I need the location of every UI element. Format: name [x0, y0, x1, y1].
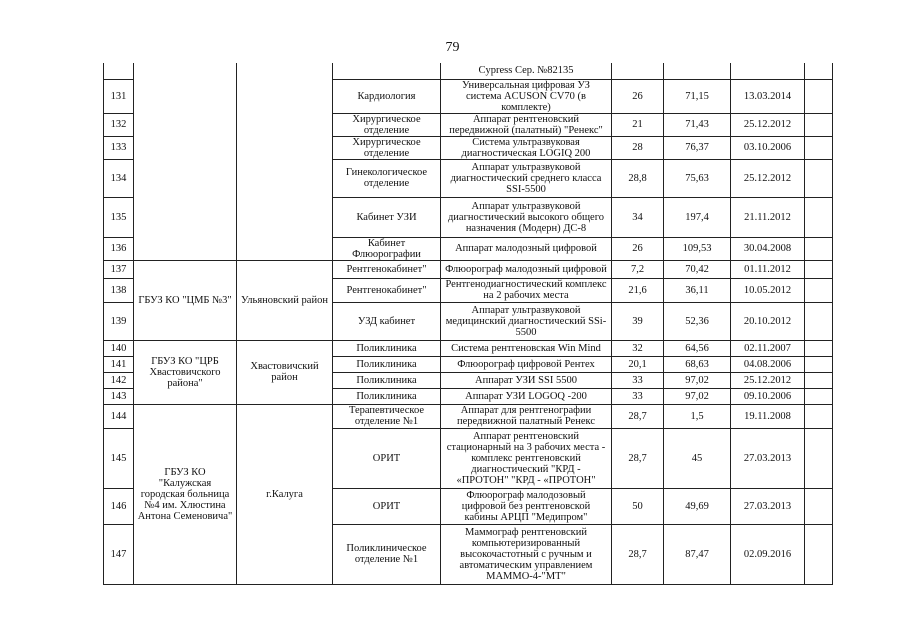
date-cell: 27.03.2013	[731, 488, 805, 524]
row-number-cell: 145	[104, 428, 134, 488]
equipment-cell: Аппарат рентгеновский стационарный на 3 рабочих места - комплекс рентгеновский диагностический "КРД - «ПРОТОН" "КРД - «ПРОТОН"	[441, 428, 612, 488]
wear-cell: 68,63	[664, 356, 731, 372]
date-cell: 27.03.2013	[731, 428, 805, 488]
equipment-cell: Cypress Сер. №82135	[441, 63, 612, 79]
row-number-cell: 131	[104, 79, 134, 113]
wear-cell: 97,02	[664, 388, 731, 404]
district-cell	[237, 63, 333, 260]
wear-cell: 36,11	[664, 278, 731, 302]
equipment-cell: Аппарат ультразвуковой диагностический высокого общего назначения (Модерн) ДС-8	[441, 197, 612, 237]
equipment-cell: Аппарат УЗИ LOGOQ -200	[441, 388, 612, 404]
date-cell: 13.03.2014	[731, 79, 805, 113]
institution-cell: ГБУЗ КО "ЦРБ Хвастовичского района"	[134, 340, 237, 404]
continued-row	[104, 63, 833, 79]
load-cell: 21,6	[612, 278, 664, 302]
date-cell: 25.12.2012	[731, 372, 805, 388]
department-cell: Кабинет Флюорографии	[333, 237, 441, 260]
equipment-cell: Маммограф рентгеновский компьютеризированный высокочастотный с ручным и автоматическим управлением МАММО-4-"МТ"	[441, 524, 612, 584]
wear-cell: 75,63	[664, 159, 731, 197]
wear-cell: 197,4	[664, 197, 731, 237]
load-cell: 34	[612, 197, 664, 237]
load-cell: 33	[612, 372, 664, 388]
wear-cell: 49,69	[664, 488, 731, 524]
department-cell: ОРИТ	[333, 488, 441, 524]
wear-cell: 97,02	[664, 372, 731, 388]
row-number-cell: 134	[104, 159, 134, 197]
wear-cell: 70,42	[664, 260, 731, 278]
table-row	[104, 260, 833, 278]
table-row	[104, 340, 833, 356]
date-cell: 19.11.2008	[731, 404, 805, 428]
row-number-cell: 136	[104, 237, 134, 260]
equipment-table	[103, 63, 833, 585]
date-cell: 25.12.2012	[731, 113, 805, 136]
wear-cell: 71,15	[664, 79, 731, 113]
row-number-cell: 144	[104, 404, 134, 428]
department-cell: ОРИТ	[333, 428, 441, 488]
wear-cell: 64,56	[664, 340, 731, 356]
department-cell: Поликлиника	[333, 356, 441, 372]
department-cell: Поликлиника	[333, 372, 441, 388]
department-cell: УЗД кабинет	[333, 302, 441, 340]
row-number-cell: 139	[104, 302, 134, 340]
table-row	[104, 404, 833, 428]
date-cell: 21.11.2012	[731, 197, 805, 237]
equipment-cell: Универсальная цифровая УЗ система ACUSON CV70 (в комплекте)	[441, 79, 612, 113]
load-cell: 39	[612, 302, 664, 340]
wear-cell: 71,43	[664, 113, 731, 136]
wear-cell: 52,36	[664, 302, 731, 340]
department-cell: Терапевтическое отделение №1	[333, 404, 441, 428]
wear-cell: 109,53	[664, 237, 731, 260]
load-cell: 28,7	[612, 404, 664, 428]
department-cell: Кардиология	[333, 79, 441, 113]
department-cell: Поликлиническое отделение №1	[333, 524, 441, 584]
equipment-cell: Система ультразвуковая диагностическая LOGIQ 200	[441, 136, 612, 159]
load-cell: 32	[612, 340, 664, 356]
load-cell: 50	[612, 488, 664, 524]
wear-cell: 87,47	[664, 524, 731, 584]
equipment-cell: Флюорограф цифровой Рентех	[441, 356, 612, 372]
row-number-cell	[104, 63, 134, 79]
institution-cell: ГБУЗ КО "Калужская городская больница №4 им. Хлюстина Антона Семеновича"	[134, 404, 237, 584]
date-cell: 02.11.2007	[731, 340, 805, 356]
equipment-cell: Система рентгеновская Win Mind	[441, 340, 612, 356]
load-cell: 26	[612, 237, 664, 260]
department-cell: Поликлиника	[333, 340, 441, 356]
department-cell: Поликлиника	[333, 388, 441, 404]
row-number-cell: 138	[104, 278, 134, 302]
row-number-cell: 137	[104, 260, 134, 278]
date-cell: 09.10.2006	[731, 388, 805, 404]
institution-cell	[134, 63, 237, 260]
equipment-cell: Флюорограф малодозовый цифровой без рентгеновской кабины АРЦП "Медипром"	[441, 488, 612, 524]
date-cell: 04.08.2006	[731, 356, 805, 372]
equipment-cell: Рентгенодиагностический комплекс на 2 рабочих места	[441, 278, 612, 302]
district-cell: г.Калуга	[237, 404, 333, 584]
wear-cell: 45	[664, 428, 731, 488]
row-number-cell: 135	[104, 197, 134, 237]
district-cell: Хвастовичский район	[237, 340, 333, 404]
row-number-cell: 146	[104, 488, 134, 524]
date-cell: 25.12.2012	[731, 159, 805, 197]
department-cell: Хирургическое отделение	[333, 136, 441, 159]
date-cell: 02.09.2016	[731, 524, 805, 584]
row-number-cell: 140	[104, 340, 134, 356]
row-number-cell: 141	[104, 356, 134, 372]
date-cell: 20.10.2012	[731, 302, 805, 340]
equipment-cell: Аппарат ультразвуковой диагностический среднего класса SSI-5500	[441, 159, 612, 197]
row-number-cell: 147	[104, 524, 134, 584]
wear-cell: 1,5	[664, 404, 731, 428]
load-cell: 33	[612, 388, 664, 404]
load-cell: 28	[612, 136, 664, 159]
row-number-cell: 133	[104, 136, 134, 159]
date-cell: 01.11.2012	[731, 260, 805, 278]
date-cell: 10.05.2012	[731, 278, 805, 302]
date-cell: 30.04.2008	[731, 237, 805, 260]
row-number-cell: 132	[104, 113, 134, 136]
department-cell: Рентгенокабинет"	[333, 278, 441, 302]
equipment-cell: Аппарат ультразвуковой медицинский диагностический SSi-5500	[441, 302, 612, 340]
date-cell: 03.10.2006	[731, 136, 805, 159]
equipment-cell: Аппарат УЗИ SSI 5500	[441, 372, 612, 388]
department-cell: Гинекологическое отделение	[333, 159, 441, 197]
row-number-cell: 143	[104, 388, 134, 404]
department-cell: Рентгенокабинет"	[333, 260, 441, 278]
load-cell: 20,1	[612, 356, 664, 372]
equipment-cell: Аппарат для рентгенографии передвижной палатный Ренекс	[441, 404, 612, 428]
load-cell: 26	[612, 79, 664, 113]
department-cell: Хирургическое отделение	[333, 113, 441, 136]
district-cell: Ульяновский район	[237, 260, 333, 340]
equipment-cell: Аппарат рентгеновский передвижной (палатный) "Ренекс"	[441, 113, 612, 136]
row-number-cell: 142	[104, 372, 134, 388]
institution-cell: ГБУЗ КО "ЦМБ №3"	[134, 260, 237, 340]
load-cell: 28,8	[612, 159, 664, 197]
department-cell	[333, 63, 441, 79]
equipment-cell: Аппарат малодозный цифровой	[441, 237, 612, 260]
load-cell: 28,7	[612, 524, 664, 584]
load-cell: 21	[612, 113, 664, 136]
department-cell: Кабинет УЗИ	[333, 197, 441, 237]
load-cell: 28,7	[612, 428, 664, 488]
wear-cell: 76,37	[664, 136, 731, 159]
page-number: 79	[445, 40, 460, 55]
equipment-cell: Флюорограф малодозный цифровой	[441, 260, 612, 278]
load-cell: 7,2	[612, 260, 664, 278]
